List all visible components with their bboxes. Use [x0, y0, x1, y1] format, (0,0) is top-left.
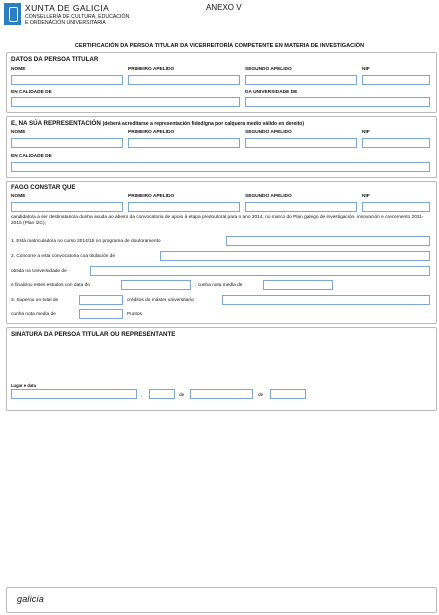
finalizou-date-field[interactable] — [121, 280, 191, 290]
puntos-label: Puntos. — [127, 312, 144, 317]
titulacion-field[interactable] — [160, 251, 430, 261]
department-name — [25, 14, 160, 26]
rep-primeiro-apelido-field[interactable] — [128, 138, 240, 148]
label-en-calidade-de: EN CALIDADE DE — [11, 154, 52, 159]
label-nome: NOME — [11, 67, 26, 72]
item3-label: 3. Superou un total de — [11, 298, 59, 303]
master-field[interactable] — [222, 295, 430, 305]
label-nif: NIF — [362, 130, 370, 135]
document-title: CERTIFICACIÓN DA PERSOA TITULAR DA VICERREITORÍA COMPETENTE EN MATERIA DE INVESTIGACIÓN — [74, 43, 365, 49]
section-title: DATOS DA PERSOA TITULAR — [11, 56, 99, 63]
creditos-label: créditos do máster universitario — [127, 298, 194, 303]
universidade-field[interactable] — [245, 97, 430, 107]
candidate-paragraph: candidato/a a ser destinatario/a dunha axuda ao abeiro da convocatoria de apoio á etapa predoutoral para o ano 2014, no marco do Plan galego de investigación, innovación e crecemento 2011-2015 (Plan I2C), — [11, 215, 424, 227]
doctorate-program-field[interactable] — [226, 236, 430, 246]
xunta-logo-icon — [4, 3, 21, 25]
department-line-2: E ORDENACIÓN UNIVERSITARIA — [25, 20, 106, 26]
section-representation — [6, 116, 437, 178]
nota-media-field[interactable] — [263, 280, 333, 290]
nota-media-label: , cunha nota media de — [195, 283, 243, 288]
cunha-nota-label: cunha nota media de — [11, 312, 56, 317]
label-segundo-apelido: SEGUNDO APELIDO — [245, 67, 292, 72]
rep-calidade-field[interactable] — [11, 162, 430, 172]
obtida-universidade-field[interactable] — [90, 266, 430, 276]
section-title: FAGO CONSTAR QUE — [11, 184, 76, 191]
label-primeiro-apelido: PRIMEIRO APELIDO — [128, 67, 175, 72]
label-universidade: DA UNIVERSIDADE DE — [245, 90, 298, 95]
master-nota-field[interactable] — [79, 309, 123, 319]
department-line-1: CONSELLERÍA DE CULTURA, EDUCACIÓN — [25, 14, 130, 20]
segundo-apelido-field[interactable] — [245, 75, 357, 85]
footer — [6, 587, 437, 613]
de-label-2: de — [258, 393, 264, 398]
item1-label: 1. Está matriculado/a no curso 2014/15 no programa de doutoramento — [11, 239, 161, 244]
rep-nome-field[interactable] — [11, 138, 123, 148]
day-field[interactable] — [149, 389, 175, 399]
item2-label: 2. Concorre a esta convocatoria coa titulación de — [11, 254, 115, 259]
de-label-1: de — [179, 393, 185, 398]
finalizou-label: e finalizou estes estudos con data do — [11, 283, 90, 288]
label-segundo-apelido: SEGUNDO APELIDO — [245, 130, 292, 135]
annex-label: ANEXO V — [206, 3, 242, 12]
org-name: XUNTA DE GALICIA — [25, 3, 110, 13]
label-lugar-data: Lugar e data — [11, 383, 36, 388]
section-signature — [6, 327, 437, 411]
nif-field[interactable] — [362, 75, 430, 85]
cand-primeiro-apelido-field[interactable] — [128, 202, 240, 212]
label-nome: NOME — [11, 194, 26, 199]
galicia-brand: galicia — [17, 594, 44, 604]
rep-segundo-apelido-field[interactable] — [245, 138, 357, 148]
label-primeiro-apelido: PRIMEIRO APELIDO — [128, 194, 175, 199]
calidade-field[interactable] — [11, 97, 240, 107]
rep-nif-field[interactable] — [362, 138, 430, 148]
section-certify — [6, 181, 437, 324]
label-en-calidade-de: EN CALIDADE DE — [11, 90, 52, 95]
lugar-field[interactable] — [11, 389, 137, 399]
month-field[interactable] — [190, 389, 253, 399]
label-nif: NIF — [362, 67, 370, 72]
obtida-label: obtida na Universidade de — [11, 269, 67, 274]
year-field[interactable] — [270, 389, 306, 399]
primeiro-apelido-field[interactable] — [128, 75, 240, 85]
representation-note: (deberá acreditarse a representación fidedigna por calquera medio válido en dereito) — [102, 121, 305, 127]
label-nome: NOME — [11, 130, 26, 135]
label-segundo-apelido: SEGUNDO APELIDO — [245, 194, 292, 199]
cand-nome-field[interactable] — [11, 202, 123, 212]
section-titular-data — [6, 52, 437, 113]
label-primeiro-apelido: PRIMEIRO APELIDO — [128, 130, 175, 135]
nome-field[interactable] — [11, 75, 123, 85]
section-title — [11, 120, 304, 127]
comma-separator: , — [141, 393, 143, 398]
creditos-count-field[interactable] — [79, 295, 123, 305]
cand-segundo-apelido-field[interactable] — [245, 202, 357, 212]
label-nif: NIF — [362, 194, 370, 199]
cand-nif-field[interactable] — [362, 202, 430, 212]
section-title: SINATURA DA PERSOA TITULAR OU REPRESENTANTE — [11, 331, 176, 338]
representation-title: E, NA SÚA REPRESENTACIÓN — [11, 120, 101, 127]
